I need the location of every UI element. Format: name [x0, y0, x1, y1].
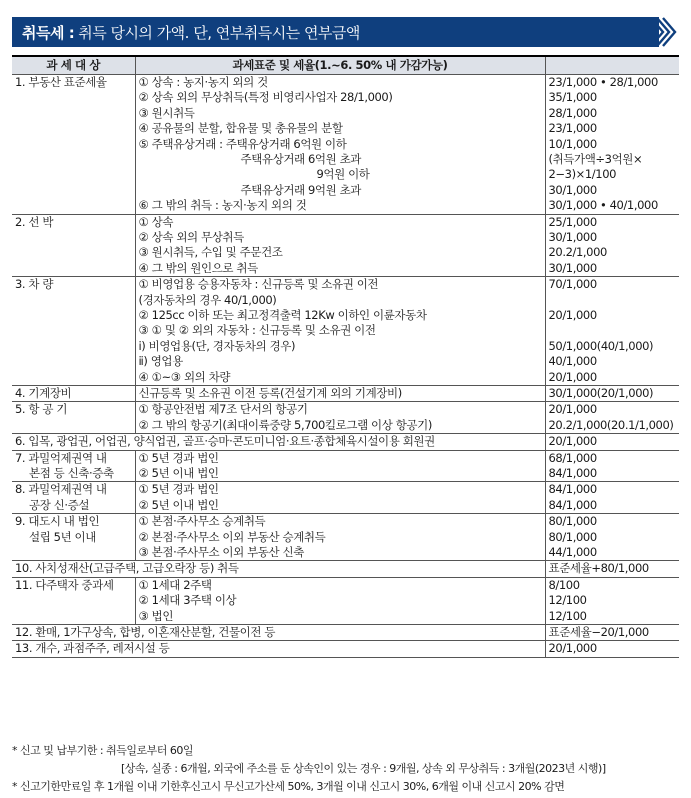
- rate-cell-line: 23/1,000: [548, 121, 597, 136]
- category-cell: [12, 214, 135, 277]
- category-cell: [12, 482, 135, 514]
- description-cell: [135, 482, 545, 514]
- rate-cell-line: 20/1,000: [548, 307, 597, 322]
- description-cell-line: ① 비영업용 승용자동차 : 신규등록 및 소유권 이전: [138, 277, 379, 292]
- rate-cell: [545, 214, 679, 277]
- rate-cell-line: 2−3)×1/100: [548, 167, 617, 182]
- rate-cell: [545, 277, 679, 386]
- footnote-late-filing: * 신고기한만료일 후 1개월 이내 기한후신고시 무신고가산세 50%, 3개월 이내 신고시 30%, 6개월 이내 신고시 20% 감면: [12, 780, 565, 793]
- table-row: [12, 385, 679, 401]
- rate-cell-line: 20/1,000: [548, 402, 597, 417]
- category-cell-line: 10. 사치성재산(고급주택, 고급오락장 등) 취득: [15, 561, 239, 576]
- rate-cell-line: 30/1,000: [548, 229, 597, 244]
- category-cell-line: 설립 5년 이내: [29, 529, 96, 544]
- description-cell-line: ⑤ 주택유상거래 : 주택유상거래 6억원 이하: [138, 136, 347, 151]
- description-cell-line: ③ 법인: [138, 608, 174, 623]
- description-cell: [135, 385, 545, 401]
- rate-cell-line: 30/1,000: [548, 182, 597, 197]
- description-cell-line: 주택유상거래 9억원 초과: [240, 182, 362, 197]
- footnote-deadline-detail: [상속, 실종 : 6개월, 외국에 주소를 둔 상속인이 있는 경우 : 9개월, 상속 외 무상취득 : 3개월(2023년 시행)]: [121, 762, 606, 775]
- category-cell: [12, 624, 545, 640]
- description-cell-line: ② 본점·주사무소 이외 부동산 승계취득: [138, 529, 326, 544]
- category-cell: [12, 277, 135, 386]
- section-title-bar: [12, 17, 659, 47]
- description-cell-line: ① 5년 경과 법인: [138, 482, 219, 497]
- rate-cell-line: 68/1,000: [548, 450, 597, 465]
- category-cell-line: 8. 과밀억제권역 내: [15, 482, 107, 497]
- rate-cell-line: 8/100: [548, 577, 580, 592]
- category-cell-line: 1. 부동산 표준세율: [15, 75, 107, 89]
- rate-cell: [545, 641, 679, 657]
- description-cell-line: ① 본점·주사무소 승계취득: [138, 514, 266, 529]
- rate-cell-line: 20.2/1,000: [548, 245, 607, 260]
- table-row: [12, 402, 679, 434]
- table-row: [12, 561, 679, 577]
- rate-cell-line: 12/100: [548, 593, 587, 608]
- category-cell-line: 3. 차 량: [15, 277, 54, 292]
- rate-cell: [545, 514, 679, 561]
- category-cell: [12, 450, 135, 482]
- category-cell-line: 2. 선 박: [15, 214, 54, 229]
- description-cell-line: ③ 본점·주사무소 이외 부동산 신축: [138, 544, 304, 559]
- category-cell-line: 13. 개수, 과점주주, 레저시설 등: [15, 641, 170, 656]
- table-row: [12, 624, 679, 640]
- rate-cell-line: (취득가액÷3억원×: [548, 151, 643, 166]
- rate-cell-line: 표준세율+80/1,000: [548, 561, 649, 576]
- category-cell-line: 12. 환매, 1가구상속, 합병, 이혼재산분할, 건물이전 등: [15, 624, 276, 639]
- table-row: [12, 434, 679, 450]
- rate-cell: [545, 402, 679, 434]
- footnote-deadline: * 신고 및 납부기한 : 취득일로부터 60일: [12, 744, 193, 757]
- description-cell-line: ③ ① 및 ② 외의 자동차 : 신규등록 및 소유권 이전: [138, 323, 376, 338]
- category-cell-line: 7. 과밀억제권역 내: [15, 450, 107, 465]
- rate-cell: [545, 75, 679, 215]
- category-cell: [12, 75, 135, 215]
- rate-cell-line: 50/1,000(40/1,000): [548, 338, 654, 353]
- rate-cell-line: 35/1,000: [548, 90, 597, 105]
- rate-cell-line: 28/1,000: [548, 105, 597, 120]
- category-cell-line: 9. 대도시 내 법인: [15, 514, 100, 529]
- description-cell: [135, 402, 545, 434]
- rate-cell: [545, 450, 679, 482]
- rate-cell-line: [549, 293, 677, 308]
- description-cell: [135, 214, 545, 277]
- description-cell-line: ④ 공유물의 분할, 합유물 및 총유물의 분할: [138, 121, 343, 136]
- category-cell: [12, 434, 545, 450]
- rate-cell-line: 10/1,000: [548, 136, 597, 151]
- category-cell-line: 5. 항 공 기: [15, 402, 68, 417]
- description-cell-line: ① 상속 : 농지·농지 외의 것: [138, 75, 268, 89]
- rate-cell-line: 20/1,000: [548, 369, 597, 384]
- description-cell-line: ① 5년 경과 법인: [138, 450, 219, 465]
- rate-cell: [545, 577, 679, 624]
- description-cell-line: ⑥ 그 밖의 취득 : 농지·농지 외의 것: [138, 198, 307, 213]
- description-cell-line: ④ 그 밖의 원인으로 취득: [138, 260, 258, 275]
- rate-cell: [545, 434, 679, 450]
- rate-cell-line: 84/1,000: [548, 465, 597, 480]
- description-cell-line: 주택유상거래 6억원 초과: [240, 151, 362, 166]
- rate-cell-line: 20/1,000: [548, 641, 597, 656]
- rate-cell: [545, 561, 679, 577]
- rate-cell-line: 70/1,000: [548, 277, 597, 292]
- description-cell: [135, 75, 545, 215]
- table-row: [12, 577, 679, 624]
- header-tax-base-rate: 과세표준 및 세율(1.~6. 50% 내 가감가능): [135, 56, 545, 75]
- description-cell: [135, 450, 545, 482]
- description-cell-line: ⅰ) 비영업용(단, 경자동차의 경우): [138, 338, 296, 353]
- description-cell-line: ② 5년 이내 법인: [138, 465, 219, 480]
- description-cell: [135, 577, 545, 624]
- category-cell: [12, 641, 545, 657]
- acquisition-tax-table: [12, 55, 679, 658]
- table-row: [12, 214, 679, 277]
- category-cell-line: 11. 다주택자 중과세: [15, 577, 114, 592]
- category-cell: [12, 577, 135, 624]
- category-cell-line: 본점 등 신축·증축: [29, 465, 114, 480]
- description-cell: [135, 514, 545, 561]
- category-cell: [12, 514, 135, 561]
- description-cell-line: ② 그 밖의 항공기(최대이륙중량 5,700킬로그램 이상 항공기): [138, 417, 432, 432]
- rate-cell: [545, 385, 679, 401]
- rate-cell: [545, 624, 679, 640]
- rate-cell-line: 84/1,000: [548, 482, 597, 497]
- description-cell-line: (경자동차의 경우 40/1,000): [138, 292, 277, 307]
- rate-cell-line: 12/100: [548, 608, 587, 623]
- category-cell: [12, 385, 135, 401]
- category-cell: [12, 561, 545, 577]
- table-row: [12, 514, 679, 561]
- description-cell-line: 9억원 이하: [316, 167, 370, 182]
- rate-cell-line: 25/1,000: [548, 214, 597, 229]
- table-body: [12, 75, 679, 658]
- rate-cell-line: 30/1,000: [548, 260, 597, 275]
- rate-cell-line: 40/1,000: [548, 354, 597, 369]
- chevron-right-icon: [647, 17, 679, 47]
- table-row: [12, 641, 679, 657]
- rate-cell-line: 23/1,000 • 28/1,000: [548, 75, 658, 89]
- header-taxable-object: 과 세 대 상: [12, 56, 135, 75]
- title-label: 취득세 :: [22, 23, 75, 42]
- table-row: [12, 75, 679, 215]
- description-cell-line: ⅱ) 영업용: [138, 354, 183, 369]
- description-cell-line: ① 항공안전법 제7조 단서의 항공기: [138, 402, 308, 417]
- rate-cell-line: 84/1,000: [548, 497, 597, 512]
- table-row: [12, 277, 679, 386]
- rate-cell-line: 20/1,000: [548, 434, 597, 449]
- rate-cell-line: 표준세율−20/1,000: [548, 624, 649, 639]
- category-cell: [12, 402, 135, 434]
- table-header-row: [12, 56, 679, 75]
- title-text: 취득 당시의 가액. 단, 연부취득시는 연부금액: [78, 23, 360, 42]
- description-cell-line: ② 5년 이내 법인: [138, 497, 219, 512]
- description-cell-line: ② 125cc 이하 또는 최고정격출력 12Kw 이하인 이륜자동차: [138, 307, 427, 322]
- header-rate: [545, 56, 679, 75]
- description-cell-line: ② 1세대 3주택 이상: [138, 593, 237, 608]
- rate-cell-line: 30/1,000(20/1,000): [548, 385, 654, 400]
- description-cell-line: ① 1세대 2주택: [138, 577, 212, 592]
- rate-cell-line: 80/1,000: [548, 529, 597, 544]
- table-row: [12, 482, 679, 514]
- category-cell-line: 4. 기계장비: [15, 385, 72, 400]
- description-cell-line: 신규등록 및 소유권 이전 등록(건설기계 외의 기계장비): [138, 385, 402, 400]
- rate-cell-line: [549, 323, 677, 338]
- rate-cell-line: 44/1,000: [548, 544, 597, 559]
- description-cell-line: ② 상속 외의 무상취득: [138, 229, 244, 244]
- category-cell-line: 공장 신·증설: [29, 497, 90, 512]
- category-cell-line: 6. 입목, 광업권, 어업권, 양식업권, 골프·승마·콘도미니엄·요트·종합체육시설이용 회원권: [15, 434, 435, 449]
- table-row: [12, 450, 679, 482]
- description-cell-line: ③ 원시취득, 수입 및 주문건조: [138, 245, 283, 260]
- description-cell-line: ④ ①~③ 외의 차량: [138, 369, 231, 384]
- rate-cell-line: 30/1,000 • 40/1,000: [548, 198, 658, 213]
- rate-cell-line: 80/1,000: [548, 514, 597, 529]
- rate-cell-line: 20.2/1,000(20.1/1,000): [548, 417, 674, 432]
- description-cell-line: ① 상속: [138, 214, 174, 229]
- description-cell-line: ③ 원시취득: [138, 105, 195, 120]
- rate-cell: [545, 482, 679, 514]
- description-cell: [135, 277, 545, 386]
- description-cell-line: ② 상속 외의 무상취득(특정 비영리사업자 28/1,000): [138, 90, 393, 105]
